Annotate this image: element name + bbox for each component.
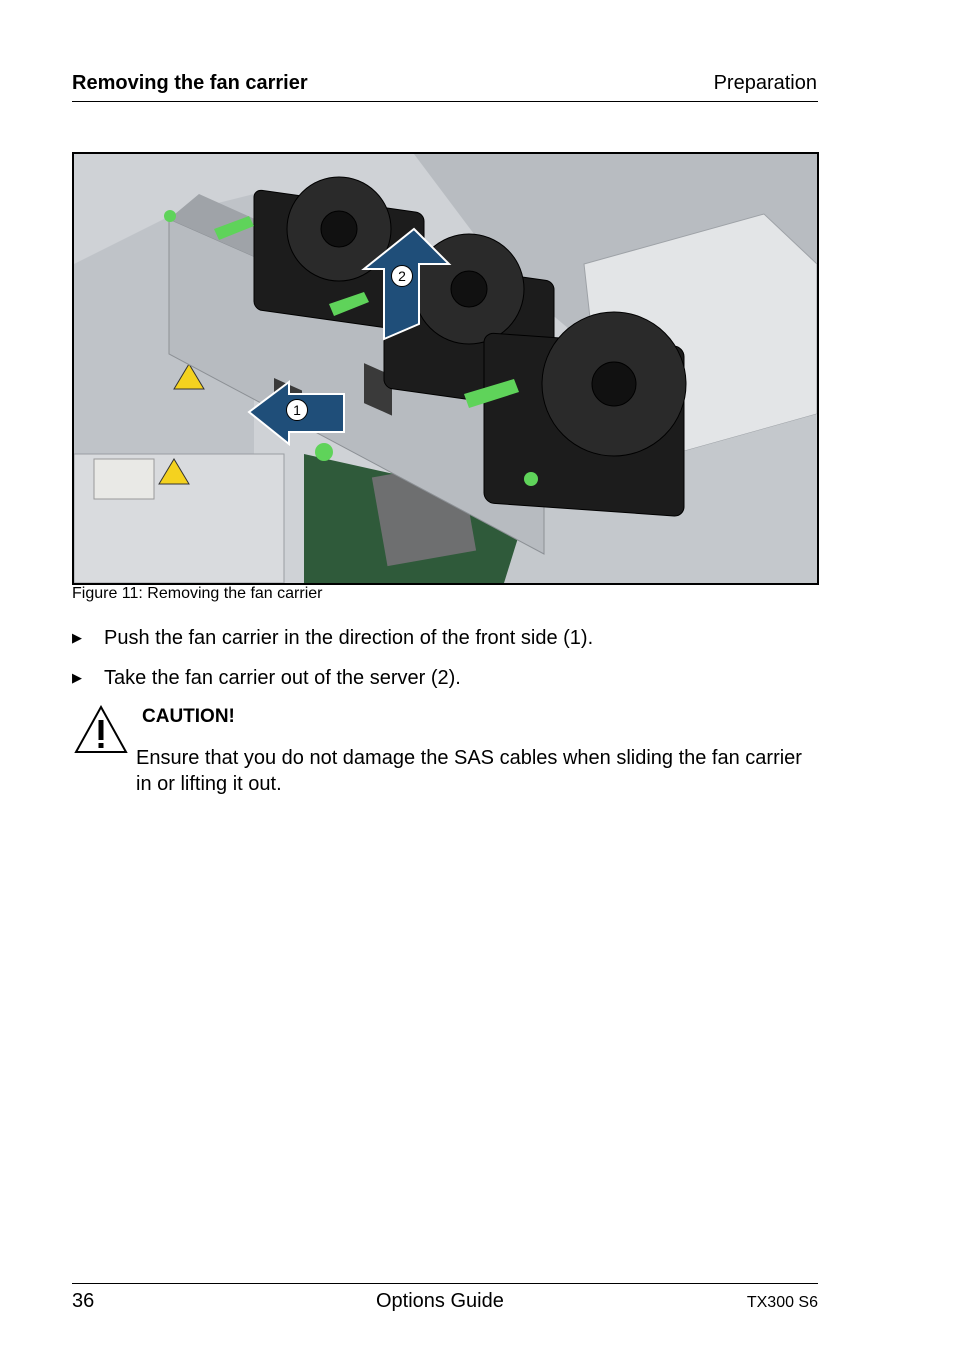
step-item xyxy=(72,667,461,690)
guide-title: Options Guide xyxy=(376,1290,504,1312)
step-item xyxy=(72,627,593,650)
callout-2: 2 xyxy=(391,265,413,287)
page-header-chapter: Preparation xyxy=(713,72,817,94)
figure-photo xyxy=(72,152,819,585)
server-fan-carrier-illustration xyxy=(74,154,817,583)
model-name: TX300 S6 xyxy=(746,1294,818,1311)
fan-3 xyxy=(484,312,686,517)
page-header-title: Removing the fan carrier xyxy=(72,72,308,94)
header-rule xyxy=(72,101,818,102)
triangle-right-icon: ▶ xyxy=(72,630,82,645)
step-text: Push the fan carrier in the direction of the front side (1). xyxy=(104,627,594,649)
footer-rule xyxy=(72,1283,818,1284)
page-number: 36 xyxy=(72,1290,95,1312)
figure-caption: Figure 11: Removing the fan carrier xyxy=(72,585,323,602)
caution-text: Ensure that you do not damage the SAS cables when sliding the fan carrier in or lifting it out. xyxy=(136,747,802,795)
callout-1: 1 xyxy=(286,399,308,421)
step-text: Take the fan carrier out of the server (2). xyxy=(104,667,461,689)
caution-title: CAUTION! xyxy=(142,706,235,727)
triangle-right-icon: ▶ xyxy=(72,670,82,685)
warning-triangle-icon xyxy=(74,705,128,760)
